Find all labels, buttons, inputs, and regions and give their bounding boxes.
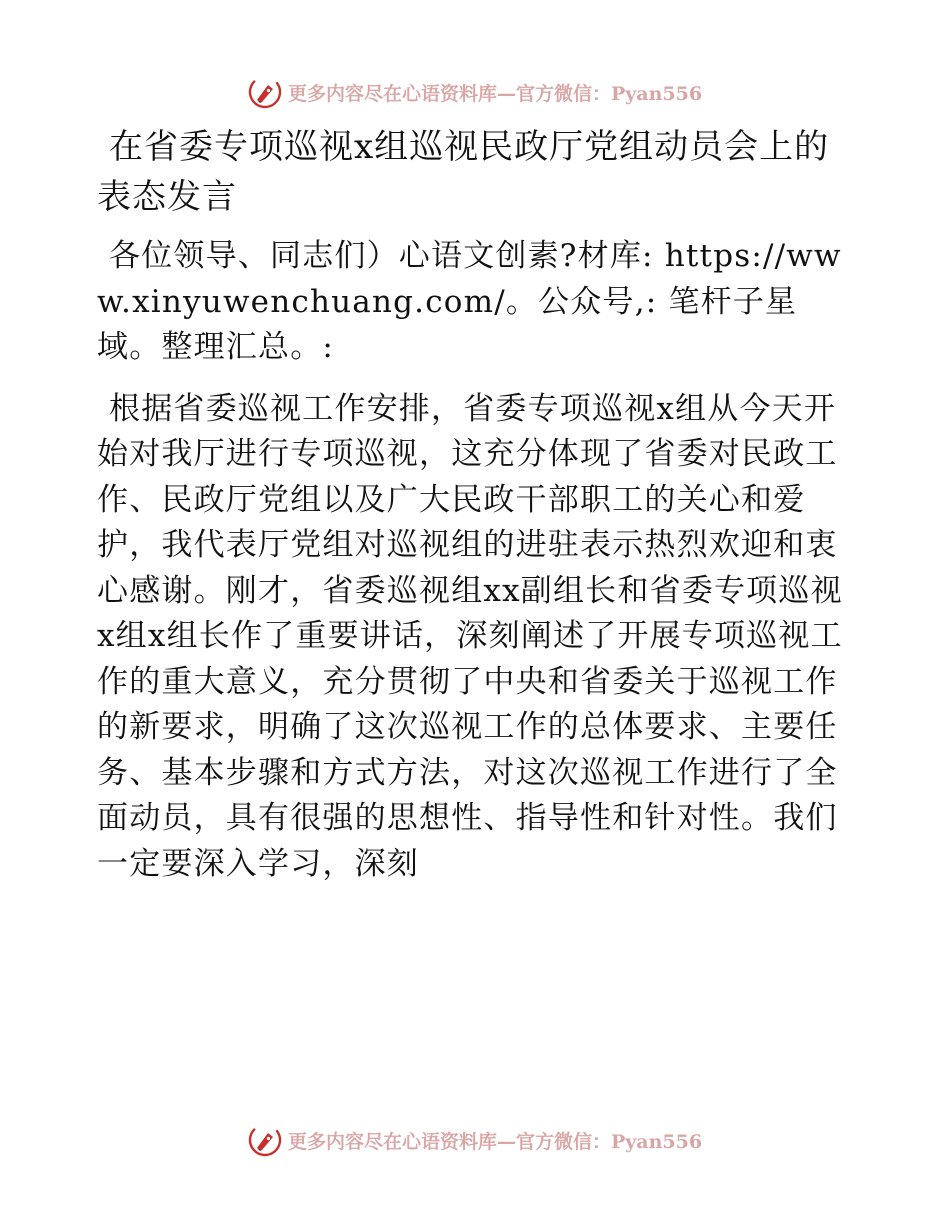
watermark-text: 更多内容尽在心语资料库—官方微信：Pyan556 — [287, 1130, 703, 1153]
watermark-text: 更多内容尽在心语资料库—官方微信：Pyan556 — [287, 82, 703, 105]
document-body — [97, 122, 857, 887]
document-title: 在省委专项巡视x组巡视民政厅党组动员会上的表态发言 — [97, 127, 830, 217]
pen-nib-logo-icon — [248, 1123, 282, 1157]
paragraph-greeting: 各位领导、同志们）心语文创素?材库: https://www.xinyuwenchuang.com/。公众号,: 笔杆子星域。整理汇总。: — [97, 238, 842, 365]
paragraph-body: 根据省委巡视工作安排，省委专项巡视x组从今天开始对我厅进行专项巡视，这充分体现了省委对民政工作、民政厅党组以及广大民政干部职工的关心和爱护，我代表厅党组对巡视组的进驻表示热烈欢迎和衷心感谢。刚才，省委巡视组xx副组长和省委专项巡视x组x组长作了重要讲话，深刻阐述了开展专项巡视工作的重大意义，充分贯彻了中央和省委关于巡视工作的新要求，明确了这次巡视工作的总体要求、主要任务、基本步骤和方式方法，对这次巡视工作进行了全面动员，具有很强的思想性、指导性和针对性。我们一定要深入学习，深刻 — [97, 390, 843, 882]
footer-watermark — [0, 1120, 950, 1160]
header-watermark — [0, 72, 950, 112]
pen-nib-logo-icon — [248, 75, 282, 109]
